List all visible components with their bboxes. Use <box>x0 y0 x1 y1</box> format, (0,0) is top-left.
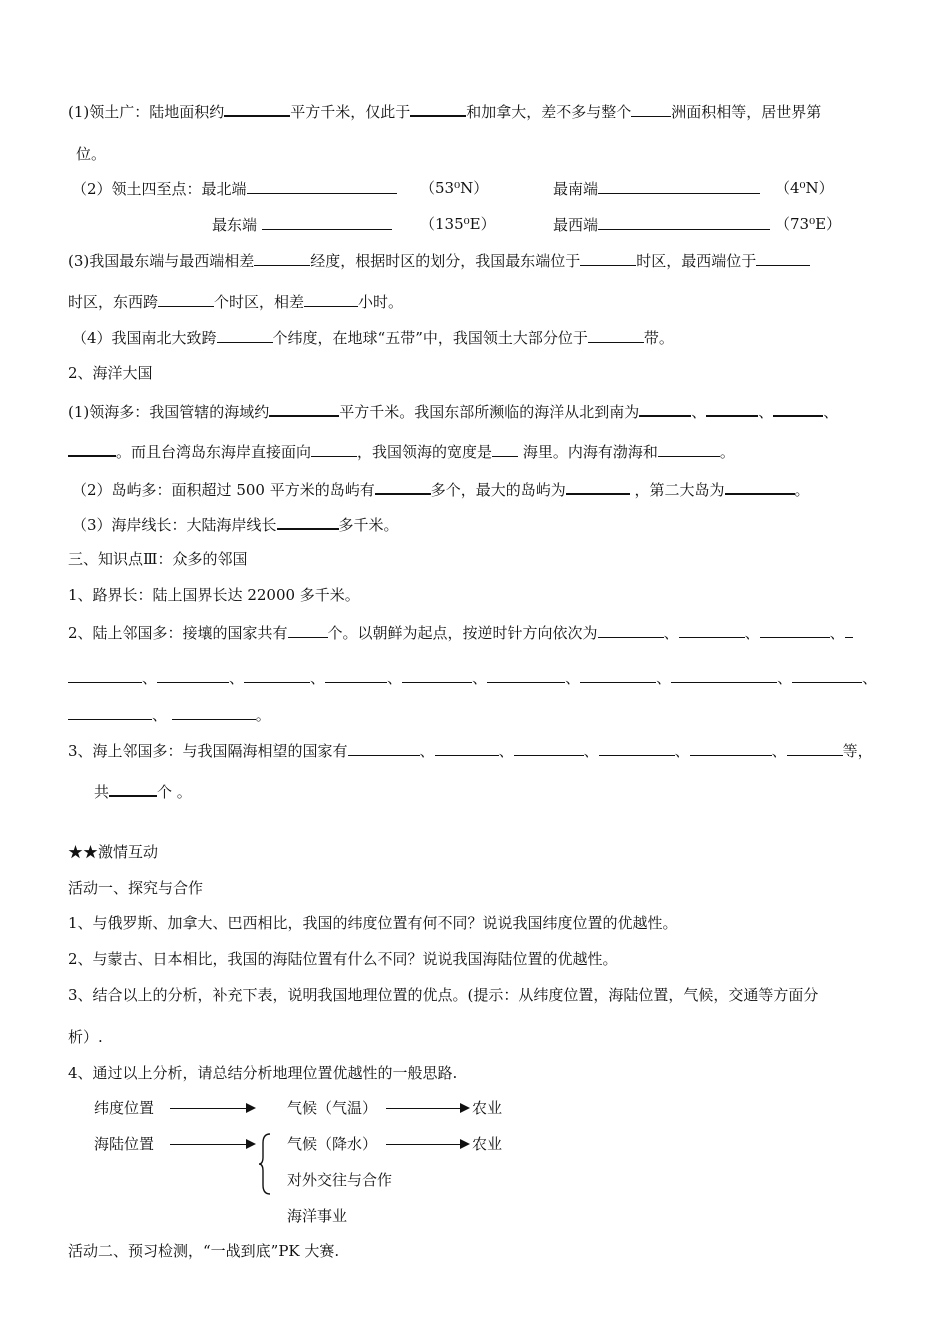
flow-climate-rain: 气候（降水） <box>287 1135 378 1153</box>
blank-sea-4[interactable] <box>68 440 116 457</box>
blank-ocean[interactable] <box>311 441 357 457</box>
line-latitude-span: （4）我国南北大致跨 个纬度，在地球“五带”中，我国领土大部分位于 带。 <box>72 329 674 347</box>
question-1: 1、与俄罗斯、加拿大、巴西相比，我国的纬度位置有何不同？说说我国纬度位置的优越性。 <box>68 914 678 932</box>
brace-icon <box>258 1133 272 1195</box>
blank-width[interactable] <box>492 441 518 457</box>
blank-south[interactable] <box>598 178 760 194</box>
blank-neighbor-9[interactable] <box>487 667 565 683</box>
blank-neighbor-3[interactable] <box>760 622 830 638</box>
blank-lat-count[interactable] <box>217 327 273 343</box>
blank-inner-sea[interactable] <box>658 441 720 457</box>
west-coord: （73⁰E） <box>775 215 842 233</box>
blank-east[interactable] <box>262 214 392 230</box>
line-south: 最南端 <box>553 178 760 199</box>
blank-neighbor-11[interactable] <box>671 667 777 683</box>
blank-neighbor-12[interactable] <box>792 667 862 683</box>
blank-area[interactable] <box>224 100 290 117</box>
blank-continent[interactable] <box>631 101 671 117</box>
blank-west-zone[interactable] <box>756 250 810 266</box>
neighbors-title: 三、知识点Ⅲ：众多的邻国 <box>68 550 248 568</box>
line-east: 最东端 <box>212 214 392 235</box>
blank-longitude[interactable] <box>254 250 310 266</box>
blank-neighbor-5[interactable] <box>157 667 229 683</box>
blank-sea-neighbor-6[interactable] <box>787 740 843 756</box>
line-sea-neighbors-1: 3、海上邻国多：与我国隔海相望的国家有 、 、 、 、 、 等， <box>68 742 873 760</box>
line-border: 1、路界长：陆上国界长达 22000 多千米。 <box>68 586 360 604</box>
blank-largest-island[interactable] <box>566 478 630 495</box>
arrow-rain-agri <box>386 1144 468 1145</box>
flow-agri-2: 农业 <box>472 1135 503 1153</box>
blank-neighbor-1[interactable] <box>598 622 664 638</box>
flow-climate-temp: 气候（气温） <box>287 1099 378 1117</box>
line-land-neighbors-1: 2、陆上邻国多：接壤的国家共有 个。以朝鲜为起点，按逆时针方向依次为 、 、 、 <box>68 622 853 643</box>
line-sea-2: 。而且台湾岛东海岸直接面向 ，我国领海的宽度是 海里。内海有渤海和 。 <box>68 440 735 462</box>
question-2: 2、与蒙古、日本相比，我国的海陆位置有什么不同？说说我国海陆位置的优越性。 <box>68 950 618 968</box>
blank-sea-area[interactable] <box>269 400 339 417</box>
blank-coast[interactable] <box>277 513 339 530</box>
arrow-lat-climate <box>170 1108 254 1109</box>
blank-sea-1[interactable] <box>639 400 691 417</box>
question-4: 4、通过以上分析，请总结分析地理位置优越性的一般思路. <box>68 1064 458 1082</box>
blank-neighbor-4a[interactable] <box>845 622 853 638</box>
blank-sea-neighbor-3[interactable] <box>514 740 584 756</box>
north-coord: （53⁰N） <box>420 179 489 197</box>
line-extremes-1: （2）领土四至点：最北端 <box>72 178 397 199</box>
blank-second-island[interactable] <box>725 478 795 495</box>
blank-neighbor-8[interactable] <box>402 667 472 683</box>
blank-neighbor-count[interactable] <box>288 622 328 638</box>
line-timezone-2: 时区，东西跨 个时区，相差 小时。 <box>68 293 404 311</box>
blank-neighbor-7[interactable] <box>325 667 387 683</box>
activity-1-title: 活动一、探究与合作 <box>68 879 204 897</box>
blank-neighbor-6[interactable] <box>244 667 310 683</box>
line-islands: （2）岛屿多：面积超过 500 平方米的岛屿有 多个，最大的岛屿为 ，第二大岛为 。 <box>72 478 810 500</box>
blank-sea-3[interactable] <box>773 400 823 417</box>
east-coord: （135⁰E） <box>420 215 496 233</box>
activity-2-title: 活动二、预习检测，“一战到底”PK 大赛. <box>68 1242 340 1260</box>
blank-island-count[interactable] <box>375 478 431 495</box>
flow-agri-1: 农业 <box>472 1099 503 1117</box>
ocean-title: 2、海洋大国 <box>68 364 153 382</box>
blank-sea-neighbor-2[interactable] <box>435 740 499 756</box>
blank-hours[interactable] <box>304 291 358 307</box>
line-coast: （3）海岸线长：大陆海岸线长 多千米。 <box>72 513 399 535</box>
line-land-neighbors-3: 、 。 <box>68 704 271 725</box>
blank-sea-neighbor-5[interactable] <box>690 740 772 756</box>
blank-neighbor-13[interactable] <box>68 704 152 720</box>
line-land-area: (1)领土广：陆地面积约 平方千米，仅此于 和加拿大，差不多与整个 洲面积相等，居世界第 <box>68 100 821 122</box>
blank-east-zone[interactable] <box>580 250 636 266</box>
line-rank: 位。 <box>76 145 107 163</box>
line-land-neighbors-2: 、 、 、 、 、 、 、 、 、 <box>68 667 877 688</box>
blank-country[interactable] <box>410 100 466 117</box>
interaction-header: ★★激情互动 <box>68 843 159 861</box>
blank-neighbor-4[interactable] <box>68 667 142 683</box>
line-sea-1: (1)领海多：我国管辖的海域约 平方千米。我国东部所濒临的海洋从北到南为 、 、 、 <box>68 400 838 422</box>
blank-neighbor-2[interactable] <box>679 622 745 638</box>
flow-foreign: 对外交往与合作 <box>287 1171 393 1189</box>
flow-latitude: 纬度位置 <box>94 1099 155 1117</box>
blank-neighbor-14[interactable] <box>172 704 256 720</box>
arrow-temp-agri <box>386 1108 468 1109</box>
question-3-cont: 析）. <box>68 1028 103 1046</box>
flow-ocean: 海洋事业 <box>287 1207 348 1225</box>
blank-neighbor-10[interactable] <box>580 667 656 683</box>
blank-sea-2[interactable] <box>706 400 758 417</box>
line-sea-neighbors-2: 共 个 。 <box>94 780 192 802</box>
question-3: 3、结合以上的分析，补充下表，说明我国地理位置的优点。(提示：从纬度位置，海陆位置，气候，交通等方面分 <box>68 986 819 1004</box>
arrow-sealand-brace <box>170 1144 254 1145</box>
blank-west[interactable] <box>598 214 770 230</box>
blank-sea-neighbor-count[interactable] <box>109 780 157 797</box>
blank-north[interactable] <box>247 178 397 194</box>
south-coord: （4⁰N） <box>775 179 834 197</box>
blank-sea-neighbor-1[interactable] <box>348 740 420 756</box>
line-timezone-1: (3)我国最东端与最西端相差 经度，根据时区的划分，我国最东端位于 时区，最西端位于 <box>68 250 810 271</box>
line-west: 最西端 <box>553 214 770 235</box>
blank-sea-neighbor-4[interactable] <box>599 740 675 756</box>
blank-zone[interactable] <box>588 327 644 343</box>
blank-zone-count[interactable] <box>158 291 214 307</box>
flow-sealand: 海陆位置 <box>94 1135 155 1153</box>
